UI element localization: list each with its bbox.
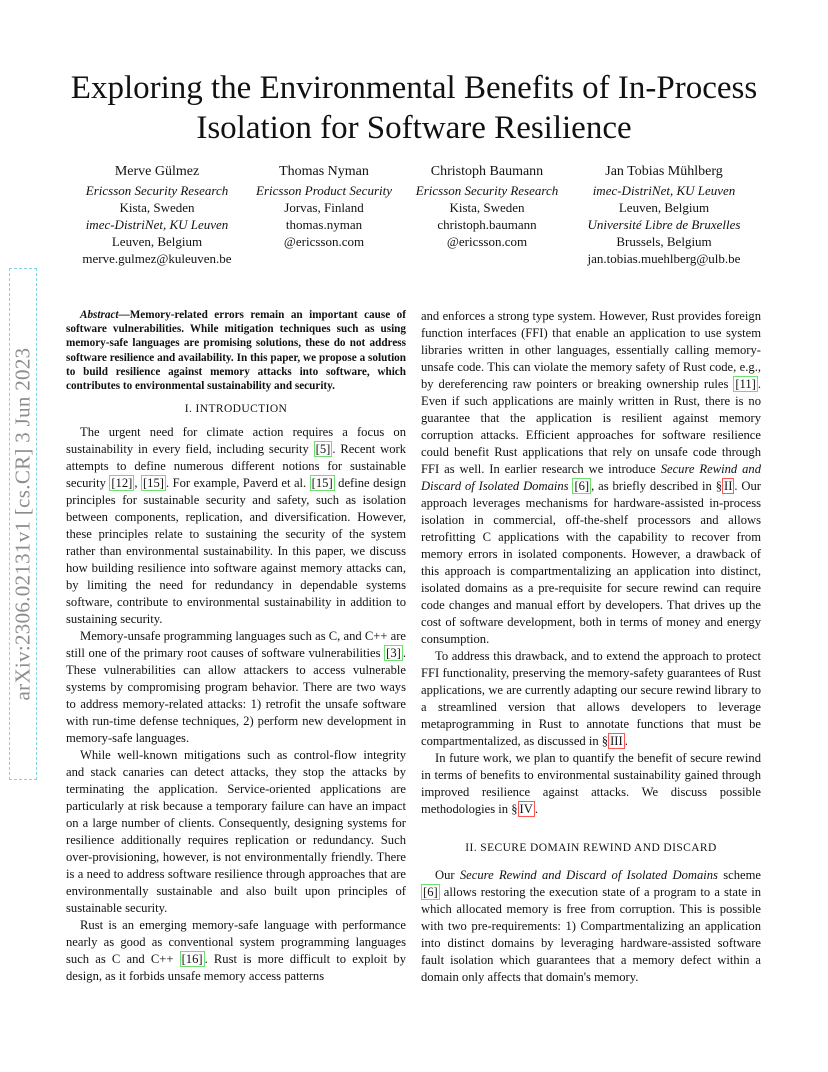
author-block-3	[398, 163, 576, 250]
section-link[interactable]: III	[610, 734, 623, 748]
author-affiliation: Ericsson Product Security	[256, 183, 392, 198]
citation-link[interactable]: [6]	[423, 885, 438, 899]
citation-link[interactable]: [15]	[311, 476, 333, 491]
author-location: Jorvas, Finland	[284, 200, 364, 215]
paper-title	[40, 68, 788, 148]
title-line-2: Isolation for Software Resilience	[196, 110, 632, 146]
author-name: Christoph Baumann	[430, 164, 544, 179]
abstract	[66, 308, 406, 393]
right-column	[421, 308, 761, 986]
paragraph: Memory-unsafe programming languages such as C, and C++ are still one of the primary root causes of software vulnerabilities [3] . These vulnerabilities can allow attackers to access vulnerable systems by compromising program behavior. There are two ways to address memory-related attacks: 1) retrofit the unsafe software with run-time defense techniques, 2) perform new development in memory-safe languages.	[66, 629, 406, 746]
author-location: Leuven, Belgium	[618, 200, 710, 215]
paragraph: While well-known mitigations such as control-flow integrity and stack canaries can detect attacks, they stop the attacks by terminating the application. Service-oriented applications are particularly at risk because a temporary failure can have an impact on a large number of clients. Consequently, designing systems for resilience additionally requires replication or redundancy. Such over-provisioning, however, is not environmentally friendly. There is a need to address software resilience through approaches that are environmentally sustainable and also built upon principles of sustainable security.	[66, 748, 406, 916]
arxiv-stamp[interactable]	[3, 268, 43, 780]
section-link[interactable]: IV	[519, 802, 533, 816]
paragraph: Our Secure Rewind and Discard of Isolated Domains scheme [6] allows restoring the execution state of a program to a state in which allocated memory is free from corruption. This is possible with two pre-requirements: 1) Compartmentalizing an application into distinct domains by leveraging hardware-assisted software fault isolation which guarantees that a memory defect within a domain only affects that domain's memory.	[421, 868, 761, 984]
abstract-label: Abstract	[80, 309, 119, 321]
title-line-1: Exploring the Environmental Benefits of In-Process	[70, 70, 758, 106]
author-email[interactable]: christoph.baumann	[437, 217, 537, 232]
citation-link[interactable]: [3]	[386, 646, 401, 661]
author-name: Thomas Nyman	[279, 164, 369, 179]
section-link[interactable]: II	[724, 479, 733, 493]
author-affiliation: Ericsson Security Research	[85, 183, 229, 198]
author-block-2	[235, 163, 413, 250]
author-affiliation: imec-DistriNet, KU Leuven	[85, 217, 229, 232]
paragraph: To address this drawback, and to extend the approach to protect FFI functionality, preserving the memory-safety guarantees of Rust applications, we are currently adapting our secure rewind library to a streamlined version that allows developers to leverage metaprogramming in Rust to annotate functions that must be compartmentalized, as discussed in § III .	[421, 649, 761, 748]
abstract-text: —Memory-related errors remain an important cause of software vulnerabilities. While mitigation techniques such as using memory-safe languages are promising solutions, these do not address software resilience and availability. In this paper, we propose a solution to build resilience against memory attacks into software, which contributes to environmental sustainability and security.	[66, 309, 406, 393]
arxiv-identifier: arXiv:2306.02131v1 [cs.CR] 3 Jun 2023	[10, 347, 35, 701]
author-block-4	[570, 163, 758, 267]
citation-link[interactable]: [5]	[315, 442, 331, 457]
paragraph: and enforces a strong type system. However, Rust provides foreign function interfaces (FFI) that enable an application to use system libraries written in other languages, essentially calling memory-unsafe code. This can violate the memory safety of Rust code, e.g., by dereferencing raw pointers or breaking ownership rules [11] . Even if such applications are mainly written in Rust, there is no guarantee that the application is resilient against memory corruption attacks. Efficient approaches for software resilience could benefit Rust applications that rely on unsafe code through FFI as well. In earlier research we introduce Secure Rewind and Discard of Isolated Domains [6] , as briefly described in § II . Our approach leverages mechanisms for hardware-assisted in-process isolation in commercial, off-the-shelf processors and allows retrofitting C applications with the capability to recover from memory errors in isolated components. However, a drawback of this approach is compartmentalizing an application into distinct, isolated domains as a pre-requisite for secure rewind can require code changes and manual effort by developers. That drives up the cost of software development, both in terms of money and energy consumption.	[421, 309, 762, 646]
author-location: Kista, Sweden	[449, 200, 525, 215]
author-email[interactable]: @ericsson.com	[446, 234, 528, 249]
author-email[interactable]: merve.gulmez@kuleuven.be	[82, 251, 232, 266]
author-email[interactable]: jan.tobias.muehlberg@ulb.be	[587, 251, 741, 266]
author-location: Brussels, Belgium	[616, 234, 712, 249]
author-name: Merve Gülmez	[114, 164, 200, 179]
citation-link[interactable]: [16]	[181, 952, 203, 967]
citation-link[interactable]: [11]	[735, 377, 756, 391]
author-affiliation: Ericsson Security Research	[415, 183, 559, 198]
paragraph: The urgent need for climate action requires a focus on sustainability in every field, including security [5] . Recent work attempts to define numerous different notions for sustainable security [12] , [15] . For example, Paverd et al. [15] define design principles for sustainable security and safety, such as isolation between components, replication, and diversification. However, these principles relate to sustaining the security of the system rather than environmental sustainability. In this paper, we discuss how building resilience into software against memory attacks can, by limiting the need for redundancy in dependable systems software, contribute to environmental sustainability in addition to sustaining security.	[66, 425, 407, 627]
author-affiliation: Université Libre de Bruxelles	[587, 217, 741, 232]
author-location: Kista, Sweden	[119, 200, 195, 215]
left-column	[66, 308, 406, 985]
author-affiliation: imec-DistriNet, KU Leuven	[592, 183, 736, 198]
paragraph: Rust is an emerging memory-safe language with performance nearly as good as conventional system programming languages such as C and C++ [16] . Rust is more difficult to exploit by design, as it forbids unsafe memory access patterns	[66, 918, 406, 984]
author-name: Jan Tobias Mühlberg	[605, 164, 723, 179]
citation-link[interactable]: [15]	[142, 476, 164, 491]
citation-link[interactable]: [6]	[574, 479, 590, 493]
author-location: Leuven, Belgium	[111, 234, 203, 249]
paragraph: In future work, we plan to quantify the benefit of secure rewind in terms of benefits to environmental sustainability gained through improved resilience against attacks. We discuss possible methodologies in § IV .	[421, 751, 761, 816]
author-email[interactable]: thomas.nyman	[285, 217, 363, 232]
author-block-1	[62, 163, 252, 267]
citation-link[interactable]: [12]	[111, 476, 133, 491]
author-email[interactable]: @ericsson.com	[283, 234, 365, 249]
section-heading-secure-domain-rewind: II. SECURE DOMAIN REWIND AND DISCARD	[465, 842, 717, 854]
section-heading-introduction: I. INTRODUCTION	[184, 403, 288, 416]
